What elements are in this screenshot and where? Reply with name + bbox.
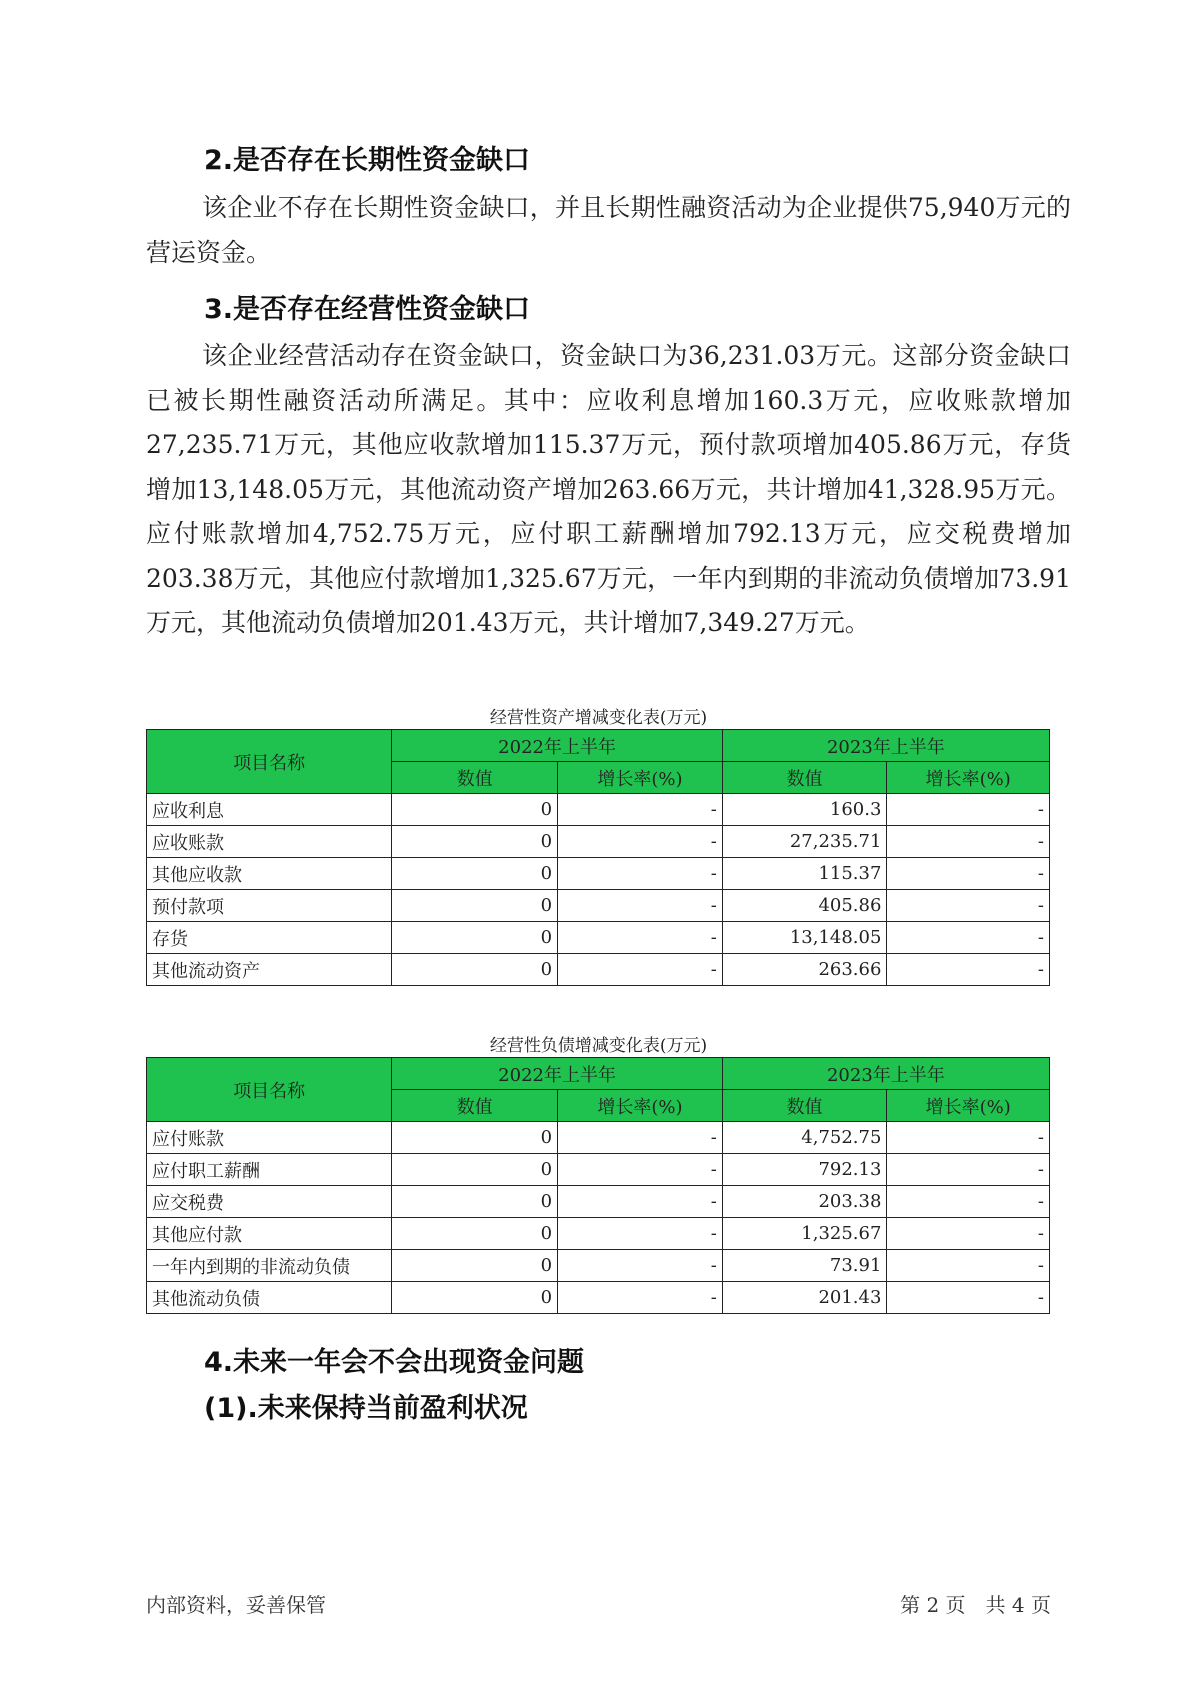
section-2-text: 该企业不存在长期性资金缺口，并且长期性融资活动为企业提供75,940万元的营运资金。 [146, 193, 1071, 267]
cell-growth-2023: - [887, 858, 1050, 890]
cell-item-name: 应收利息 [147, 794, 392, 826]
cell-value-2023: 4,752.75 [722, 1122, 887, 1154]
liabilities-table [146, 1057, 1050, 1314]
cell-value-2023: 13,148.05 [722, 922, 887, 954]
cell-growth-2023: - [887, 1218, 1050, 1250]
cell-growth-2022: - [558, 794, 723, 826]
cell-item-name: 应交税费 [147, 1186, 392, 1218]
cell-value-2022: 0 [392, 1250, 558, 1282]
header-value-2023: 数值 [722, 762, 887, 794]
cell-growth-2022: - [558, 890, 723, 922]
cell-value-2023: 792.13 [722, 1154, 887, 1186]
cell-item-name: 应付职工薪酬 [147, 1154, 392, 1186]
table-row [147, 1186, 1050, 1218]
cell-value-2022: 0 [392, 1218, 558, 1250]
cell-growth-2023: - [887, 826, 1050, 858]
cell-growth-2022: - [558, 858, 723, 890]
cell-growth-2022: - [558, 1282, 723, 1314]
cell-item-name: 其他流动负债 [147, 1282, 392, 1314]
table-row [147, 826, 1050, 858]
cell-value-2023: 263.66 [722, 954, 887, 986]
cell-value-2022: 0 [392, 858, 558, 890]
cell-growth-2022: - [558, 1250, 723, 1282]
cell-growth-2023: - [887, 1250, 1050, 1282]
assets-table [146, 729, 1050, 986]
cell-value-2023: 203.38 [722, 1186, 887, 1218]
cell-value-2023: 115.37 [722, 858, 887, 890]
cell-growth-2022: - [558, 954, 723, 986]
cell-item-name: 一年内到期的非流动负债 [147, 1250, 392, 1282]
header-period-2023: 2023年上半年 [722, 730, 1049, 762]
cell-item-name: 预付款项 [147, 890, 392, 922]
header-period-2022: 2022年上半年 [392, 1058, 722, 1090]
cell-value-2022: 0 [392, 1186, 558, 1218]
cell-growth-2022: - [558, 1154, 723, 1186]
cell-value-2023: 27,235.71 [722, 826, 887, 858]
table-row [147, 794, 1050, 826]
cell-item-name: 应付账款 [147, 1122, 392, 1154]
cell-item-name: 其他流动资产 [147, 954, 392, 986]
footer-page-number: 第 2 页 共 4 页 [900, 1593, 1051, 1617]
cell-value-2023: 405.86 [722, 890, 887, 922]
section-2-title: 2.是否存在长期性资金缺口 [204, 145, 531, 176]
cell-item-name: 应收账款 [147, 826, 392, 858]
cell-item-name: 存货 [147, 922, 392, 954]
header-period-2022: 2022年上半年 [392, 730, 722, 762]
assets-table-caption: 经营性资产增减变化表(万元) [489, 708, 708, 728]
cell-value-2022: 0 [392, 1122, 558, 1154]
cell-item-name: 其他应付款 [147, 1218, 392, 1250]
table-row [147, 890, 1050, 922]
cell-growth-2023: - [887, 1186, 1050, 1218]
header-item-name: 项目名称 [147, 730, 392, 794]
header-growth-2022: 增长率(%) [558, 762, 723, 794]
header-value-2022: 数值 [392, 1090, 558, 1122]
cell-growth-2022: - [558, 1218, 723, 1250]
header-period-2023: 2023年上半年 [722, 1058, 1049, 1090]
cell-growth-2023: - [887, 1154, 1050, 1186]
cell-value-2023: 201.43 [722, 1282, 887, 1314]
section-3-title: 3.是否存在经营性资金缺口 [204, 294, 531, 325]
cell-value-2022: 0 [392, 1282, 558, 1314]
cell-growth-2023: - [887, 922, 1050, 954]
cell-growth-2022: - [558, 1122, 723, 1154]
table-row [147, 1250, 1050, 1282]
table-row [147, 954, 1050, 986]
table-row [147, 1218, 1050, 1250]
cell-growth-2022: - [558, 826, 723, 858]
cell-growth-2023: - [887, 1282, 1050, 1314]
cell-growth-2023: - [887, 954, 1050, 986]
table-row [147, 1154, 1050, 1186]
cell-value-2023: 160.3 [722, 794, 887, 826]
header-growth-2023: 增长率(%) [887, 1090, 1050, 1122]
header-growth-2022: 增长率(%) [558, 1090, 723, 1122]
cell-value-2023: 1,325.67 [722, 1218, 887, 1250]
cell-growth-2023: - [887, 890, 1050, 922]
cell-growth-2022: - [558, 1186, 723, 1218]
header-growth-2023: 增长率(%) [887, 762, 1050, 794]
cell-value-2022: 0 [392, 826, 558, 858]
header-item-name: 项目名称 [147, 1058, 392, 1122]
cell-growth-2023: - [887, 794, 1050, 826]
cell-growth-2023: - [887, 1122, 1050, 1154]
cell-value-2022: 0 [392, 954, 558, 986]
table-row [147, 1122, 1050, 1154]
cell-value-2022: 0 [392, 890, 558, 922]
liabilities-table-caption: 经营性负债增减变化表(万元) [489, 1036, 708, 1056]
header-value-2022: 数值 [392, 762, 558, 794]
section-4-subtitle: (1).未来保持当前盈利状况 [204, 1393, 528, 1424]
cell-item-name: 其他应收款 [147, 858, 392, 890]
cell-value-2022: 0 [392, 794, 558, 826]
cell-value-2022: 0 [392, 922, 558, 954]
header-value-2023: 数值 [722, 1090, 887, 1122]
section-3-text: 该企业经营活动存在资金缺口，资金缺口为36,231.03万元。这部分资金缺口已被长期性融资活动所满足。其中：应收利息增加160.3万元，应收账款增加27,235.71万元，其他应收款增加115.37万元，预付款项增加405.86万元，存货增加13,148.05万元，其他流动资产增加263.66万元，共计增加41,328.95万元。应付账款增加4,752.75万元，应付职工薪酬增加792.13万元，应交税费增加203.38万元，其他应付款增加1,325.67万元，一年内到期的非流动负债增加73.91万元，其他流动负债增加201.43万元，共计增加7,349.27万元。 [146, 341, 1071, 637]
table-row [147, 922, 1050, 954]
section-4-title: 4.未来一年会不会出现资金问题 [204, 1347, 585, 1378]
cell-value-2023: 73.91 [722, 1250, 887, 1282]
table-row [147, 858, 1050, 890]
table-row [147, 1282, 1050, 1314]
cell-value-2022: 0 [392, 1154, 558, 1186]
footer-confidential: 内部资料，妥善保管 [146, 1593, 326, 1617]
cell-growth-2022: - [558, 922, 723, 954]
